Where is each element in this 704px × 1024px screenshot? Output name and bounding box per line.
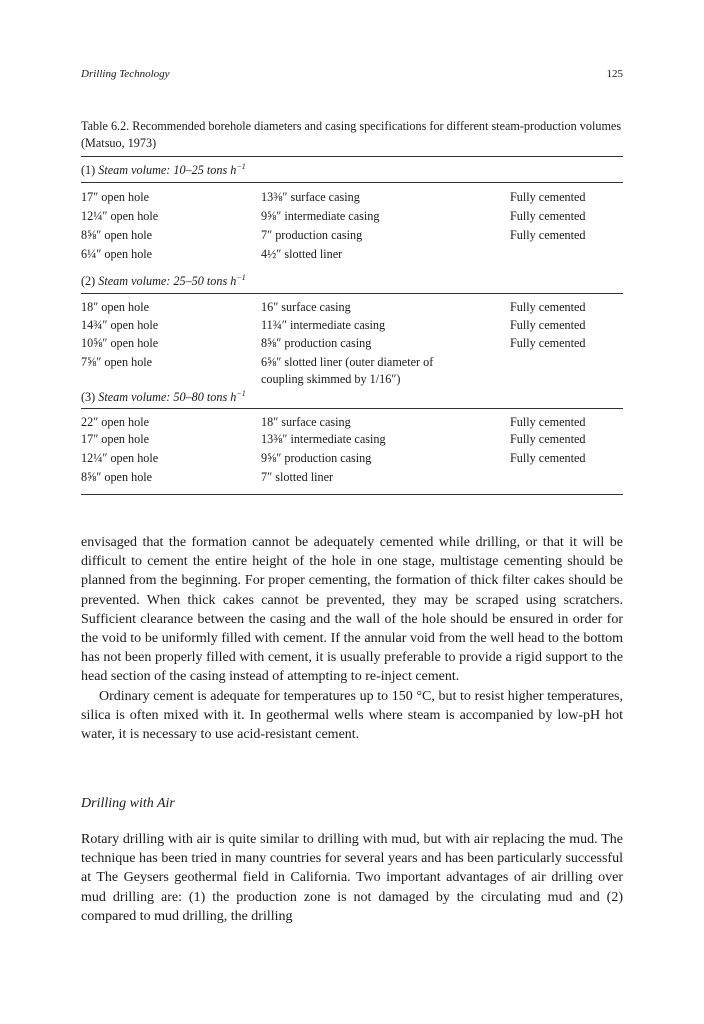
section-2-rule (81, 293, 623, 294)
cement-cell: Fully cemented (510, 451, 586, 465)
section-heading: Drilling with Air (81, 796, 175, 811)
casing-cell: 11¾″ intermediate casing (261, 318, 386, 332)
paragraph: Rotary drilling with air is quite similar to drilling with mud, but with air replacing the mud. The technique has been tried in many countries for several years and has been particularly successful at The Geysers geothermal field in California. Two important advantages of air drilling over mud drilling are: (1) the production zone is not damaged by the circulating mud and (2) compared to mud drilling, the drilling (81, 832, 623, 924)
casing-cell: 7″ production casing (261, 228, 363, 242)
casing-cell: 9⅝″ intermediate casing (261, 209, 380, 223)
table-row (81, 371, 623, 388)
table-row (81, 227, 623, 244)
hole-cell: 12¼″ open hole (81, 209, 159, 223)
section-2-title: (2) Steam volume: 25–50 tons $h^{-1}$ (81, 273, 246, 289)
running-header (81, 68, 623, 84)
cement-cell: Fully cemented (510, 318, 586, 332)
page-number: 125 (606, 68, 623, 80)
hole-cell: 10⅝″ open hole (81, 336, 159, 350)
section-1-title: (1) Steam volume: 10–25 tons $h^{-1}$ (81, 162, 246, 178)
paragraph: Ordinary cement is adequate for temperatures up to 150 °C, but to resist higher temperatures, silica is often mixed with it. In geothermal wells where steam is accompanied by low-pH hot water, it is necessary to use acid-resistant cement. (81, 688, 623, 743)
casing-cell: 9⅝″ production casing (261, 451, 372, 465)
body-text-lower (81, 830, 623, 926)
hole-cell: 8⅝″ open hole (81, 470, 153, 484)
body-text-upper (81, 533, 623, 744)
cement-cell: Fully cemented (510, 415, 586, 429)
table-row (81, 450, 623, 467)
hole-cell: 14¾″ open hole (81, 318, 159, 332)
hole-cell: 8⅝″ open hole (81, 228, 153, 242)
hole-cell: 12¼″ open hole (81, 451, 159, 465)
casing-cell: 4½″ slotted liner (261, 247, 343, 261)
table-row (81, 414, 623, 431)
cement-cell: Fully cemented (510, 228, 586, 242)
hole-cell: 17″ open hole (81, 432, 150, 446)
casing-cell: 16″ surface casing (261, 300, 351, 314)
running-title: Drilling Technology (81, 68, 170, 80)
casing-cell: 6⅝″ slotted liner (outer diameter of (261, 355, 434, 369)
table-row (81, 246, 623, 263)
casing-cell: 13⅜″ intermediate casing (261, 432, 386, 446)
casing-cell: 13⅜″ surface casing (261, 190, 360, 204)
table-row (81, 431, 623, 448)
cement-cell: Fully cemented (510, 432, 586, 446)
hole-cell: 17″ open hole (81, 190, 150, 204)
cement-cell: Fully cemented (510, 190, 586, 204)
hole-cell: 7⅝″ open hole (81, 355, 153, 369)
hole-cell: 18″ open hole (81, 300, 150, 314)
hole-cell: 22″ open hole (81, 415, 150, 429)
casing-cell: 18″ surface casing (261, 415, 351, 429)
table-row (81, 317, 623, 334)
table-row (81, 208, 623, 225)
table-row (81, 469, 623, 486)
casing-cell: coupling skimmed by 1/16″) (261, 372, 401, 386)
casing-cell: 7″ slotted liner (261, 470, 334, 484)
table-row (81, 335, 623, 352)
paragraph: envisaged that the formation cannot be adequately cemented while drilling, or that it will be difficult to cement the entire height of the hole in one stage, multistage cementing should be planned from the beginning. For proper cementing, the formation of thick filter cakes should be prevented. When thick cakes cannot be prevented, they may be scraped using scratchers. Sufficient clearance between the casing and the wall of the hole should be ensured in order for the void to be uniformly filled with cement. If the annular void from the well head to the bottom has not been properly filled with cement, it is usually preferable to provide a rigid support to the head section of the casing instead of attempting to re-inject cement. (81, 535, 623, 685)
table-row (81, 299, 623, 316)
table-bottom-rule (81, 494, 623, 495)
table-top-rule (81, 156, 623, 157)
cement-cell: Fully cemented (510, 209, 586, 223)
section-3-title: (3) Steam volume: 50–80 tons $h^{-1}$ (81, 389, 246, 405)
casing-cell: 8⅝″ production casing (261, 336, 372, 350)
cement-cell: Fully cemented (510, 300, 586, 314)
table-row (81, 354, 623, 371)
section-1-rule (81, 182, 623, 183)
table-caption: Table 6.2. Recommended borehole diameters and casing specifications for different steam-production volumes (Matsuo, 1973) (81, 119, 622, 150)
section-3-rule (81, 408, 623, 409)
hole-cell: 6¼″ open hole (81, 247, 153, 261)
cement-cell: Fully cemented (510, 336, 586, 350)
table-row (81, 189, 623, 206)
